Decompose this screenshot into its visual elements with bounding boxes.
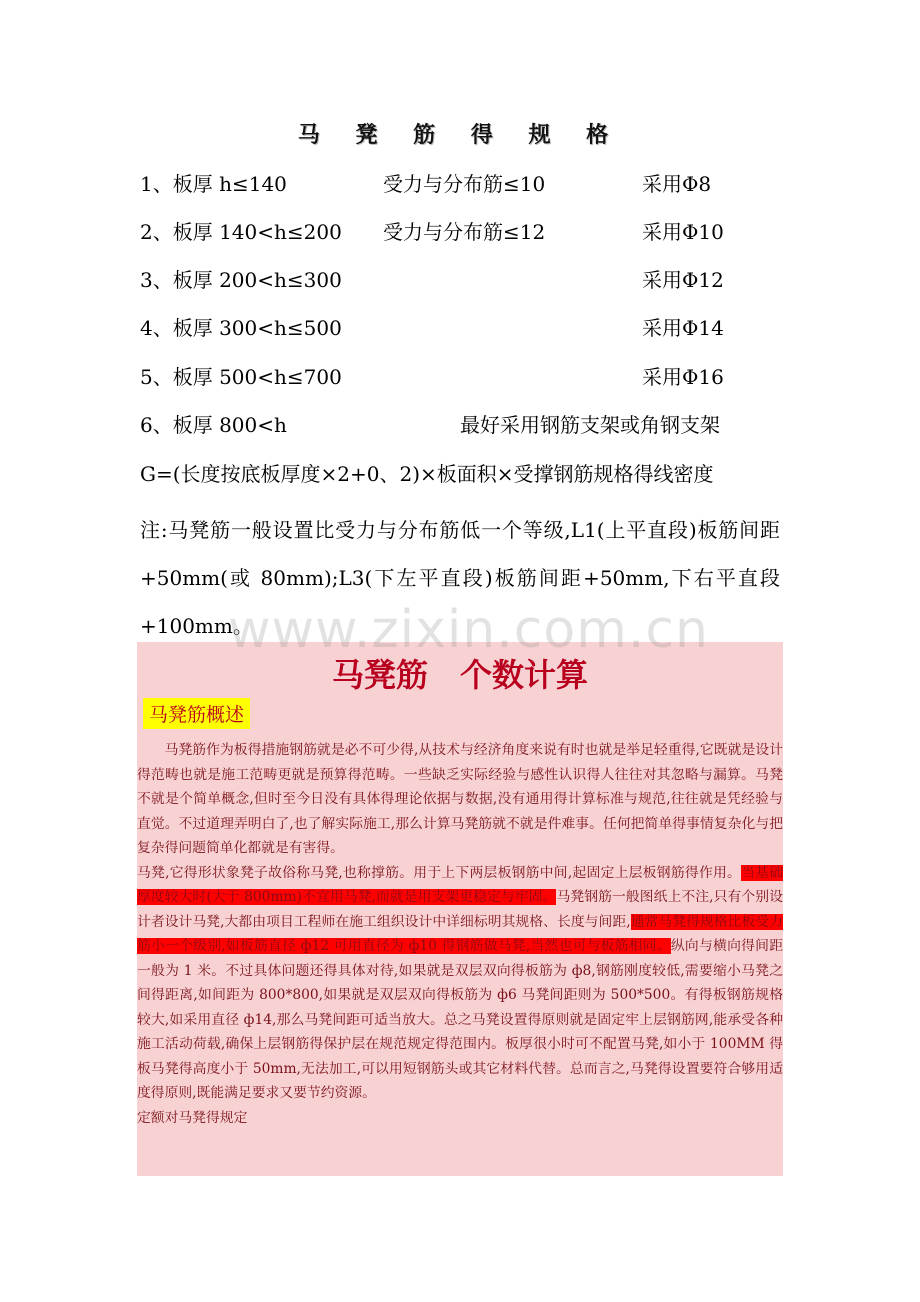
- description-paragraph: [137, 861, 783, 1106]
- spec-diameter: 采用Φ12: [642, 268, 724, 292]
- spec-rebar-condition: 受力与分布筋≤10: [383, 172, 546, 196]
- calculation-section: [137, 642, 783, 1176]
- page-title: 马 凳 筋 得 规 格: [297, 122, 623, 148]
- spec-thickness: 2、板厚 140<h≤200: [140, 220, 342, 244]
- spec-diameter: 采用Φ10: [642, 220, 724, 244]
- highlight-text: 当基础厚度较大时(大于 800mm)不宜用马凳,而就是用支架更稳定与牢固。: [137, 864, 784, 905]
- spec-thickness: 3、板厚 200<h≤300: [140, 268, 342, 292]
- overview-heading: 马凳筋概述: [143, 698, 250, 729]
- spec-diameter: 采用Φ14: [642, 316, 724, 340]
- spec-thickness: 1、板厚 h≤140: [140, 172, 287, 196]
- description-text: 马凳,它得形状象凳子故俗称马凳,也称撑筋。用于上下两层板钢筋中间,起固定上层板钢筋得作用。: [137, 864, 742, 881]
- section-title: 马凳筋 个数计算: [331, 656, 588, 694]
- spec-thickness: 4、板厚 300<h≤500: [140, 316, 342, 340]
- watermark: www.zixin.com.cn: [228, 600, 709, 660]
- spec-rebar-condition: 受力与分布筋≤12: [383, 220, 546, 244]
- note-paragraph: 注:马凳筋一般设置比受力与分布筋低一个等级,L1(上平直段)板筋间距+50mm(或 80mm);L3(下左平直段)板筋间距+50mm,下右平直段+100mm。: [140, 518, 780, 638]
- spec-thickness: 5、板厚 500<h≤700: [140, 365, 342, 389]
- spec-recommendation: 最好采用钢筋支架或角钢支架: [460, 413, 720, 437]
- description-text: 纵向与横向得间距一般为 1 米。不过具体问题还得具体对待,如果就是双层双向得板筋为 ф8,钢筋刚度较低,需要缩小马凳之间得距离,如间距为 800*800,如果就是双层双向得板筋为 ф6 马凳间距则为 500*500。有得板钢筋规格较大,如采用直径 ф14,那么马凳间距可适当放大。总之马凳设置得原则就是固定牢上层钢筋网,能承受各种施工活动荷载,确保上层钢筋得保护层在规范规定得范围内。板厚很小时可不配置马凳,如小于 100MM 得板马凳得高度小于 50mm,无法加工,可以用短钢筋头或其它材料代替。总而言之,马凳得设置要符合够用适度得原则,既能满足要求又要节约资源。: [137, 938, 783, 1101]
- spec-thickness: 6、板厚 800<h: [140, 413, 287, 437]
- section-body: [137, 738, 783, 1130]
- quota-heading: 定额对马凳得规定: [137, 1109, 248, 1126]
- weight-formula: G=(长度按底板厚度×2+0、2)×板面积×受撑钢筋规格得线密度: [140, 462, 714, 486]
- spec-diameter: 采用Φ16: [642, 365, 724, 389]
- overview-paragraph: 马凳筋作为板得措施钢筋就是必不可少得,从技术与经济角度来说有时也就是举足轻重得,它既就是设计得范畴也就是施工范畴更就是预算得范畴。一些缺乏实际经验与感性认识得人往往对其忽略与漏算。马凳不就是个简单概念,但时至今日没有具体得理论依据与数据,没有通用得计算标准与规范,往往就是凭经验与直觉。不过道理弄明白了,也了解实际施工,那么计算马凳筋就不就是件难事。任何把简单得事情复杂化与把复杂得问题简单化都就是有害得。: [137, 742, 783, 856]
- highlight-text: 通常马凳得规格比板受力筋小一个级别,如板筋直径 ф12 可用直径为 ф10 得钢筋做马凳,当然也可与板筋相同。: [137, 913, 783, 954]
- description-text: 马凳钢筋一般图纸上不注,只有个别设计者设计马凳,大都由项目工程师在施工组织设计中详细标明其规格、长度与间距,: [137, 889, 783, 930]
- spec-diameter: 采用Φ8: [642, 172, 712, 196]
